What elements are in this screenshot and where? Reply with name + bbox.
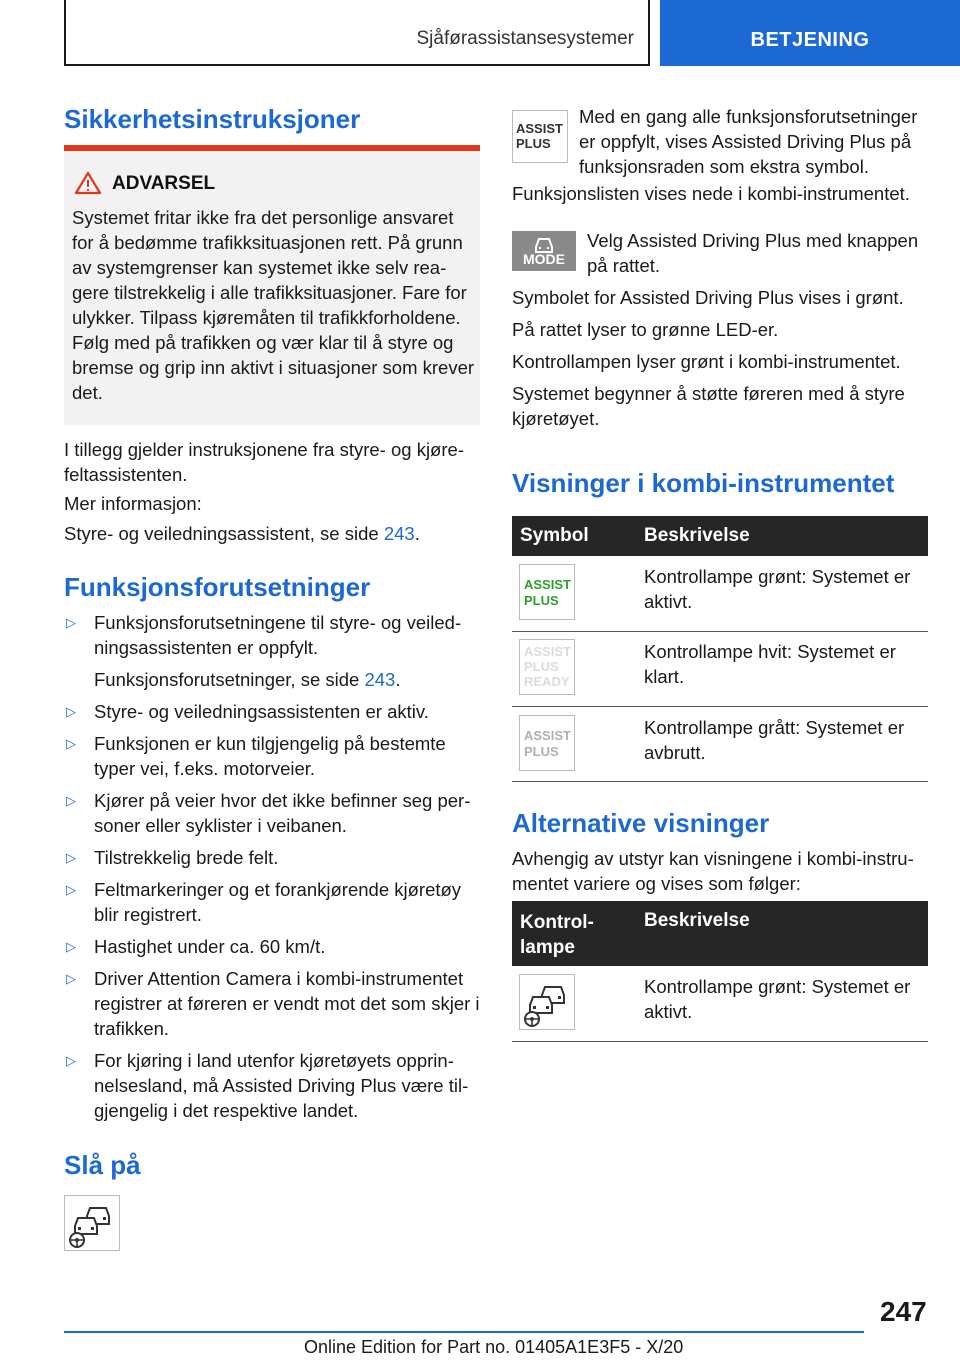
warning-box: [64, 151, 480, 425]
list-item: [64, 966, 480, 1043]
para-instructions: I tillegg gjelder instruksjonene fra styre- og kjørefeltassistenten.: [64, 439, 464, 485]
list-item: [64, 788, 480, 840]
list-item-text: Kjører på veier hvor det ikke befinner seg personer eller syklister i veibanen.: [94, 790, 471, 836]
assist-label: ASSIST: [524, 577, 571, 592]
para-led: På rattet lyser to grønne LED-er.: [512, 319, 779, 340]
para-conditions-met: Med en gang alle funksjonsforutsetninger er oppfylt, vises Assisted Driving Plus på funksjonsraden som ekstra symbol.: [579, 106, 918, 177]
list-item-text: For kjøring i land utenfor kjøretøyets opprinnelsesland, må Assisted Driving Plus være tilgjengelig i det respektive landet.: [94, 1050, 469, 1121]
plus-label: PLUS: [516, 136, 551, 151]
para-function-list: Funksjonslisten vises nede i kombi-instrumentet.: [512, 183, 910, 204]
para-alternative: Avhengig av utstyr kan visningene i kombi-instrumentet variere og vises som følger:: [512, 848, 914, 894]
footer-rule: [64, 1331, 864, 1333]
table-divider: [512, 706, 928, 707]
mode-label: MODE: [523, 251, 565, 267]
list-item-subtext: [94, 667, 480, 692]
heading-display: Visninger i kombi-instrumentet: [512, 468, 895, 498]
reference-text: Styre- og veiledningsassistent, se side: [64, 523, 384, 544]
section-title-text: Sjåførassistansesystemer: [416, 28, 634, 49]
para-reference: [64, 521, 480, 546]
subtext-suffix: .: [395, 669, 401, 690]
header-chapter-tab: [660, 0, 960, 66]
bullet-triangle-icon: ▷: [66, 736, 76, 751]
table-cell: Kontrollampe hvit: Systemet er klart.: [644, 641, 896, 687]
bullet-triangle-icon: ▷: [66, 939, 76, 954]
assist-plus-grey-icon: [519, 715, 575, 771]
assist-plus-ready-icon: [519, 639, 575, 695]
subtext: Funksjonsforutsetninger, se side: [94, 669, 365, 690]
assisted-driving-green-icon: [519, 974, 575, 1030]
table-divider: [512, 631, 928, 632]
car-steering-icon: [520, 975, 574, 1029]
plus-label: PLUS: [524, 593, 559, 608]
bullet-triangle-icon: ▷: [66, 1053, 76, 1068]
para-select: Velg Assisted Driving Plus med knappen på rattet.: [587, 230, 919, 276]
list-item-text: Driver Attention Camera i kombi-instrumentet registrer at føreren er vendt mot det som skjer i trafikken.: [94, 968, 480, 1039]
table-divider: [512, 1041, 928, 1042]
list-item: [64, 934, 480, 960]
page-link-243[interactable]: 243: [364, 669, 396, 690]
ready-label: READY: [524, 674, 570, 689]
warning-triangle-icon: [74, 171, 102, 195]
table-col-control-lamp: Kontrollampe: [520, 912, 594, 958]
list-item-text: Tilstrekkelig brede felt.: [94, 847, 279, 868]
heading-prerequisites: Funksjonsforutsetninger: [64, 572, 371, 602]
bullet-triangle-icon: ▷: [66, 882, 76, 897]
table-divider: [512, 781, 928, 782]
para-support: Systemet begynner å støtte føreren med å styre kjøretøyet.: [512, 383, 905, 429]
list-item-text: Hastighet under ca. 60 km/t.: [94, 936, 326, 957]
car-steering-icon: [65, 1196, 119, 1250]
bullet-triangle-icon: ▷: [66, 793, 76, 808]
table-header: [512, 901, 928, 966]
para-more-info: Mer informasjon:: [64, 493, 202, 514]
heading-safety: Sikkerhetsinstruksjoner: [64, 104, 361, 134]
bullet-triangle-icon: ▷: [66, 704, 76, 719]
page-link-243[interactable]: 243: [383, 523, 415, 544]
reference-suffix: .: [414, 523, 420, 544]
bullet-triangle-icon: ▷: [66, 971, 76, 986]
table-col-description: Beskrivelse: [644, 910, 750, 931]
mode-button-icon: [512, 231, 576, 271]
header-section-title: [64, 0, 650, 66]
list-item-text: Funksjonen er kun tilgjengelig på bestemte typer vei, f.eks. motorveier.: [94, 733, 446, 779]
table-col-symbol: Symbol: [520, 525, 589, 546]
table-cell: Kontrollampe grønt: Systemet er aktivt.: [644, 976, 911, 1022]
footer-edition: Online Edition for Part no. 01405A1E3F5 - X/20: [304, 1337, 684, 1357]
plus-label: PLUS: [524, 744, 559, 759]
heading-switch-on: Slå på: [64, 1150, 141, 1180]
assist-label: ASSIST: [524, 728, 571, 743]
assist-plus-icon: [512, 110, 568, 163]
assist-label: ASSIST: [516, 121, 563, 136]
table-col-description: Beskrivelse: [644, 525, 750, 546]
heading-alternative: Alternative visninger: [512, 808, 770, 838]
table-header: [512, 516, 928, 556]
assist-label: ASSIST: [524, 644, 571, 659]
para-control-lamp: Kontrollampen lyser grønt i kombi-instrumentet.: [512, 351, 901, 372]
list-item: [64, 845, 480, 871]
list-item-text: Feltmarkeringer og et forankjørende kjøretøy blir registrert.: [94, 879, 462, 925]
bullet-triangle-icon: ▷: [66, 850, 76, 865]
list-item-text: Styre- og veiledningsassistenten er aktiv.: [94, 701, 429, 722]
bullet-triangle-icon: ▷: [66, 615, 76, 630]
assist-plus-green-icon: [519, 564, 575, 620]
warning-text: Systemet fritar ikke fra det personlige ansvaret for å bedømme trafikksituasjonen rett. På grunn av systemgrenser kan systemet ikke selv reagere tilstrekkelig i alle trafikksituasjoner. Fare for ulykker. Tilpass kjøremåten til trafikkforholdene. Følg med på trafikken og vær klar til å styre og bremse og grip inn aktivt i situasjoner som krever det.: [72, 207, 475, 403]
list-item: [64, 1048, 480, 1125]
list-item: [64, 699, 480, 725]
para-symbol-green: Symbolet for Assisted Driving Plus vises i grønt.: [512, 287, 904, 308]
plus-label: PLUS: [524, 659, 559, 674]
assisted-driving-icon: [64, 1195, 120, 1251]
list-item: [64, 610, 480, 662]
table-cell: Kontrollampe grønt: Systemet er aktivt.: [644, 566, 911, 612]
warning-title: ADVARSEL: [112, 173, 216, 194]
table-cell: Kontrollampe grått: Systemet er avbrutt.: [644, 717, 905, 763]
chapter-title-text: BETJENING: [750, 28, 870, 51]
page-number: 247: [880, 1296, 927, 1327]
list-item-text: Funksjonsforutsetningene til styre- og veiledningsassistenten er oppfylt.: [94, 612, 462, 658]
list-item: [64, 731, 480, 783]
list-item: [64, 877, 480, 929]
